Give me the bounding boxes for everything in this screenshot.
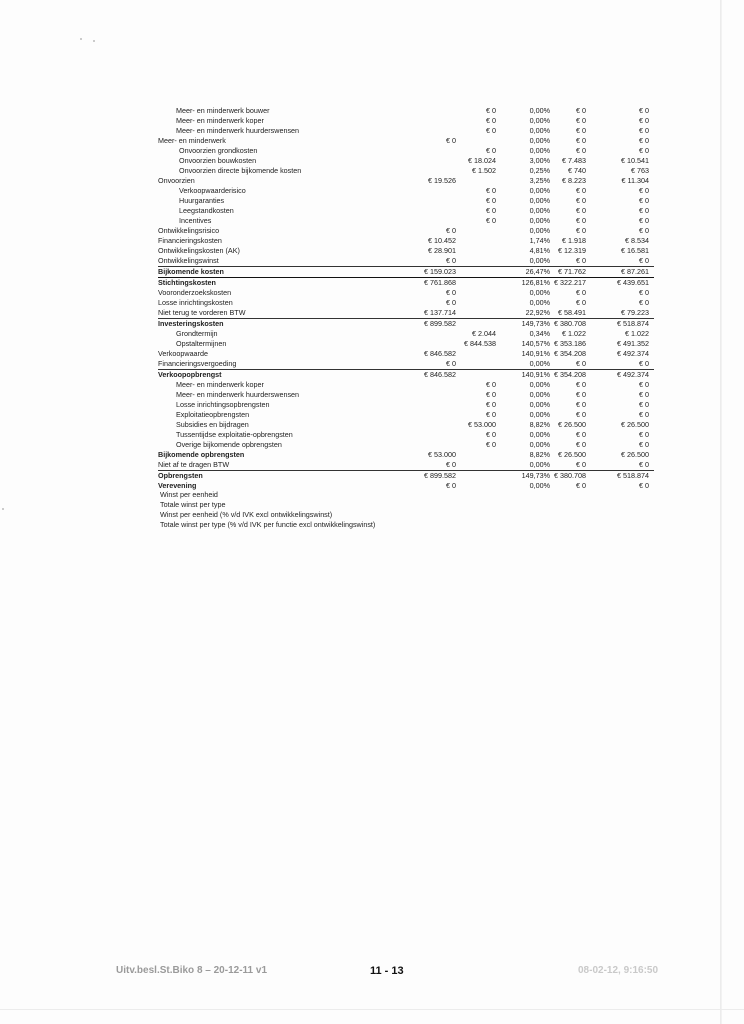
cell-c1: € 899.582 [424, 319, 456, 328]
cell-c3: 0,00% [529, 186, 550, 195]
cell-c5: € 492.374 [617, 349, 649, 358]
cell-c3: 149,73% [521, 471, 550, 480]
cell-c3: 0,00% [529, 256, 550, 265]
table-row [158, 450, 654, 460]
table-row [158, 216, 654, 226]
cell-c4: € 380.708 [554, 471, 586, 480]
cell-c1: € 53.000 [428, 450, 456, 459]
table-row [158, 176, 654, 186]
page-edge [720, 0, 722, 1024]
document-reference: Uitv.besl.St.Biko 8 – 20-12-11 v1 [116, 965, 268, 976]
print-timestamp: 08-02-12, 9:16:50 [578, 965, 659, 976]
cell-c4: € 26.500 [558, 450, 586, 459]
table-row [158, 298, 654, 308]
cell-c5: € 492.374 [617, 370, 649, 379]
cell-c5: € 0 [639, 410, 649, 419]
cell-c2: € 0 [486, 206, 496, 215]
cell-c3: 0,00% [529, 196, 550, 205]
row-label: Overige bijkomende opbrengsten [176, 440, 282, 449]
cell-c1: € 0 [446, 256, 456, 265]
row-label: Huurgaranties [179, 196, 225, 205]
table-row [158, 226, 654, 236]
row-label: Bijkomende opbrengsten [158, 450, 245, 459]
cell-c3: 0,00% [529, 106, 550, 115]
row-label: Ontwikkelingswinst [158, 256, 219, 265]
cell-c4: € 0 [576, 146, 586, 155]
cell-c5: € 0 [639, 400, 649, 409]
table-row [158, 308, 654, 319]
cell-c2: € 0 [486, 116, 496, 125]
row-label: Meer- en minderwerk koper [176, 380, 264, 389]
cell-c4: € 0 [576, 206, 586, 215]
cell-c5: € 0 [639, 359, 649, 368]
cell-c5: € 0 [639, 196, 649, 205]
cell-c1: € 846.582 [424, 349, 456, 358]
table-row [158, 380, 654, 390]
row-label: Financieringsvergoeding [158, 359, 237, 368]
cell-c3: 126,81% [521, 278, 550, 287]
row-label: Ontwikkelingskosten (AK) [158, 246, 240, 255]
row-label: Stichtingskosten [158, 278, 216, 287]
cell-c2: € 0 [486, 106, 496, 115]
cell-c3: 4,81% [529, 246, 550, 255]
cell-c4: € 322.217 [554, 278, 586, 287]
cell-c1: € 0 [446, 226, 456, 235]
cell-c5: € 0 [639, 206, 649, 215]
cell-c2: € 0 [486, 146, 496, 155]
cell-c1: € 0 [446, 298, 456, 307]
cell-c1: € 899.582 [424, 471, 456, 480]
cell-c3: 0,00% [529, 440, 550, 449]
table-row [158, 390, 654, 400]
row-label: Meer- en minderwerk bouwer [176, 106, 270, 115]
table-row [158, 410, 654, 420]
scan-speck [80, 38, 82, 40]
table-row [158, 267, 654, 278]
cell-c4: € 0 [576, 216, 586, 225]
note-line: Totale winst per type (% v/d IVK per functie excl ontwikkelingswinst) [160, 520, 376, 529]
cell-c5: € 0 [639, 116, 649, 125]
cell-c4: € 7.483 [562, 156, 586, 165]
cell-c2: € 0 [486, 400, 496, 409]
cell-c4: € 71.762 [558, 267, 586, 276]
cell-c4: € 0 [576, 481, 586, 490]
cell-c4: € 0 [576, 136, 586, 145]
cell-c4: € 0 [576, 460, 586, 469]
row-label: Exploitatieopbrengsten [176, 410, 250, 419]
table-row [158, 136, 654, 146]
cell-c4: € 354.208 [554, 349, 586, 358]
cell-c2: € 1.502 [472, 166, 496, 175]
cell-c1: € 846.582 [424, 370, 456, 379]
row-label: Leegstandkosten [179, 206, 234, 215]
cell-c5: € 0 [639, 186, 649, 195]
table-row [158, 430, 654, 440]
cell-c3: 0,00% [529, 136, 550, 145]
cell-c1: € 0 [446, 136, 456, 145]
row-label: Verkoopwaarderisico [179, 186, 246, 195]
cell-c1: € 0 [446, 359, 456, 368]
cell-c3: 0,00% [529, 380, 550, 389]
table-row [158, 440, 654, 450]
row-label: Niet af te dragen BTW [158, 460, 230, 469]
cell-c4: € 0 [576, 186, 586, 195]
cell-c5: € 0 [639, 390, 649, 399]
cell-c3: 0,25% [529, 166, 550, 175]
cell-c1: € 159.023 [424, 267, 456, 276]
cell-c3: 0,00% [529, 460, 550, 469]
cell-c4: € 380.708 [554, 319, 586, 328]
cell-c3: 0,00% [529, 390, 550, 399]
cell-c5: € 26.500 [621, 420, 649, 429]
cell-c5: € 439.651 [617, 278, 649, 287]
cell-c4: € 353.186 [554, 339, 586, 348]
table-row [158, 236, 654, 246]
cell-c3: 22,92% [525, 308, 550, 317]
cell-c3: 140,91% [521, 370, 550, 379]
row-label: Ontwikkelingsrisico [158, 226, 220, 235]
cell-c4: € 0 [576, 440, 586, 449]
cell-c3: 0,00% [529, 298, 550, 307]
table-row [158, 246, 654, 256]
scan-speck [2, 508, 4, 510]
cell-c1: € 10.452 [428, 236, 456, 245]
cell-c4: € 0 [576, 359, 586, 368]
table-row [158, 146, 654, 156]
cell-c4: € 354.208 [554, 370, 586, 379]
table-row [158, 206, 654, 216]
cell-c5: € 0 [639, 126, 649, 135]
cell-c3: 0,00% [529, 216, 550, 225]
cell-c4: € 0 [576, 410, 586, 419]
cell-c5: € 0 [639, 460, 649, 469]
cell-c3: 26,47% [525, 267, 550, 276]
cell-c4: € 58.491 [558, 308, 586, 317]
cost-table [158, 106, 654, 491]
cell-c1: € 761.868 [424, 278, 456, 287]
row-label: Onvoorzien grondkosten [179, 146, 258, 155]
cell-c3: 0,00% [529, 430, 550, 439]
cell-c2: € 0 [486, 390, 496, 399]
note-line: Winst per eenheid (% v/d IVK excl ontwikkelingswinst) [160, 510, 333, 519]
row-label: Opbrengsten [158, 471, 203, 480]
cell-c5: € 0 [639, 136, 649, 145]
row-label: Bijkomende kosten [158, 267, 224, 276]
cell-c3: 140,57% [521, 339, 550, 348]
table-row [158, 329, 654, 339]
cell-c5: € 11.304 [621, 176, 649, 185]
cell-c2: € 0 [486, 186, 496, 195]
cell-c1: € 0 [446, 460, 456, 469]
cell-c5: € 1.022 [625, 329, 649, 338]
cell-c4: € 8.223 [562, 176, 586, 185]
table-row [158, 339, 654, 349]
cell-c1: € 0 [446, 288, 456, 297]
cell-c1: € 137.714 [424, 308, 456, 317]
cell-c5: € 518.874 [617, 471, 649, 480]
cell-c2: € 0 [486, 410, 496, 419]
table-row [158, 370, 654, 380]
row-label: Onvoorzien [158, 176, 195, 185]
cell-c4: € 1.022 [562, 329, 586, 338]
cell-c3: 1,74% [529, 236, 550, 245]
table-row [158, 460, 654, 471]
cell-c5: € 0 [639, 298, 649, 307]
cell-c3: 0,00% [529, 146, 550, 155]
cell-c5: € 0 [639, 256, 649, 265]
cell-c4: € 0 [576, 196, 586, 205]
cell-c5: € 0 [639, 288, 649, 297]
note-line: Totale winst per type [160, 500, 226, 509]
cell-c4: € 0 [576, 298, 586, 307]
row-label: Losse inrichtingsopbrengsten [176, 400, 270, 409]
cell-c3: 0,00% [529, 359, 550, 368]
row-label: Verkoopopbrengst [158, 370, 222, 379]
cell-c5: € 0 [639, 481, 649, 490]
cell-c5: € 26.500 [621, 450, 649, 459]
cell-c3: 0,34% [529, 329, 550, 338]
cell-c5: € 0 [639, 430, 649, 439]
cell-c5: € 16.581 [621, 246, 649, 255]
row-label: Financieringskosten [158, 236, 222, 245]
row-label: Tussentijdse exploitatie-opbrengsten [176, 430, 293, 439]
cell-c5: € 0 [639, 440, 649, 449]
table-row [158, 126, 654, 136]
cell-c1: € 28.901 [428, 246, 456, 255]
cell-c2: € 53.000 [468, 420, 496, 429]
table-row [158, 278, 654, 288]
cell-c4: € 0 [576, 430, 586, 439]
cell-c3: 3,25% [529, 176, 550, 185]
row-label: Losse inrichtingskosten [158, 298, 233, 307]
cell-c5: € 0 [639, 216, 649, 225]
cell-c4: € 0 [576, 256, 586, 265]
cell-c3: 0,00% [529, 226, 550, 235]
cell-c2: € 0 [486, 430, 496, 439]
cell-c3: 0,00% [529, 116, 550, 125]
cell-c4: € 0 [576, 116, 586, 125]
cell-c1: € 19.526 [428, 176, 456, 185]
cell-c4: € 12.319 [558, 246, 586, 255]
row-label: Onvoorzien bouwkosten [179, 156, 257, 165]
cell-c5: € 763 [631, 166, 649, 175]
table-row [158, 288, 654, 298]
cell-c4: € 26.500 [558, 420, 586, 429]
cell-c2: € 0 [486, 380, 496, 389]
row-label: Investeringskosten [158, 319, 224, 328]
cell-c3: 0,00% [529, 400, 550, 409]
table-row [158, 156, 654, 166]
cell-c5: € 10.541 [621, 156, 649, 165]
cell-c4: € 0 [576, 400, 586, 409]
row-label: Meer- en minderwerk koper [176, 116, 264, 125]
cell-c3: 3,00% [529, 156, 550, 165]
row-label: Meer- en minderwerk huurderswensen [176, 390, 300, 399]
page-bottom-edge [0, 1009, 744, 1010]
table-row [158, 400, 654, 410]
table-row [158, 166, 654, 176]
cell-c3: 8,82% [529, 420, 550, 429]
table-row [158, 319, 654, 329]
cell-c2: € 2.044 [472, 329, 496, 338]
table-row [158, 359, 654, 370]
cell-c2: € 844.538 [464, 339, 496, 348]
row-label: Niet terug te vorderen BTW [158, 308, 246, 317]
note-line: Winst per eenheid [160, 490, 218, 499]
row-label: Meer- en minderwerk [158, 136, 226, 145]
cell-c2: € 0 [486, 440, 496, 449]
row-label: Vooronderzoekskosten [158, 288, 232, 297]
row-label: Subsidies en bijdragen [176, 420, 249, 429]
cell-c3: 0,00% [529, 206, 550, 215]
table-row [158, 349, 654, 359]
cell-c4: € 0 [576, 390, 586, 399]
cell-c1: € 0 [446, 481, 456, 490]
table-row [158, 471, 654, 481]
page-number: 11 - 13 [370, 965, 404, 977]
row-label: Verevening [158, 481, 197, 490]
table-row [158, 116, 654, 126]
cell-c5: € 0 [639, 380, 649, 389]
cell-c4: € 0 [576, 226, 586, 235]
cell-c3: 8,82% [529, 450, 550, 459]
cell-c2: € 18.024 [468, 156, 496, 165]
row-label: Opstaltermijnen [176, 339, 227, 348]
cell-c5: € 0 [639, 226, 649, 235]
cell-c3: 0,00% [529, 126, 550, 135]
cell-c5: € 79.223 [621, 308, 649, 317]
cell-c3: 149,73% [521, 319, 550, 328]
table-row [158, 106, 654, 116]
cell-c3: 0,00% [529, 481, 550, 490]
row-label: Verkoopwaarde [158, 349, 208, 358]
table-row [158, 186, 654, 196]
row-label: Onvoorzien directe bijkomende kosten [179, 166, 302, 175]
row-label: Meer- en minderwerk huurderswensen [176, 126, 300, 135]
notes-list [160, 490, 375, 530]
cell-c5: € 518.874 [617, 319, 649, 328]
cell-c4: € 0 [576, 126, 586, 135]
cell-c4: € 0 [576, 106, 586, 115]
cell-c2: € 0 [486, 126, 496, 135]
cell-c5: € 0 [639, 146, 649, 155]
cell-c4: € 0 [576, 380, 586, 389]
scan-speck [93, 40, 95, 42]
table-row [158, 196, 654, 206]
table-row [158, 256, 654, 267]
cell-c4: € 1.918 [562, 236, 586, 245]
cell-c2: € 0 [486, 196, 496, 205]
row-label: Grondtermijn [176, 329, 218, 338]
cell-c3: 0,00% [529, 288, 550, 297]
cell-c4: € 0 [576, 288, 586, 297]
cell-c5: € 87.261 [621, 267, 649, 276]
cell-c5: € 491.352 [617, 339, 649, 348]
cell-c2: € 0 [486, 216, 496, 225]
cell-c4: € 740 [568, 166, 586, 175]
cell-c3: 0,00% [529, 410, 550, 419]
row-label: Incentives [179, 216, 212, 225]
table-row [158, 420, 654, 430]
cell-c5: € 0 [639, 106, 649, 115]
cell-c5: € 8.534 [625, 236, 649, 245]
cell-c3: 140,91% [521, 349, 550, 358]
